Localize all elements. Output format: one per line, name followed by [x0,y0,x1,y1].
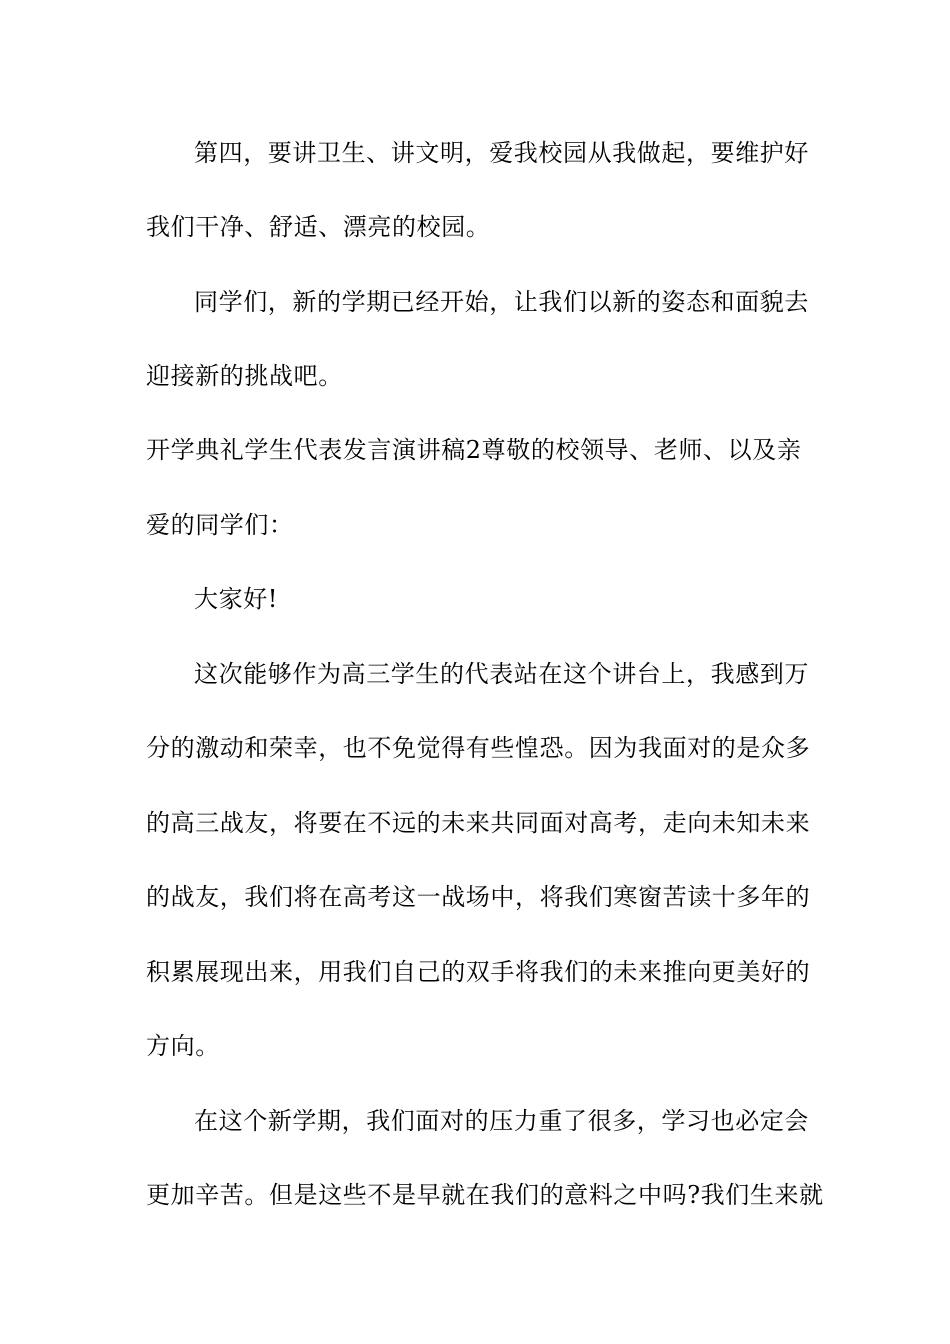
text-line: 积累展现出来，用我们自己的双手将我们的未来推向更美好的 [146,958,811,986]
text-line: 我们干净、舒适、漂亮的校园。 [146,213,491,241]
text-line: 方向。 [146,1032,220,1060]
text-line: 同学们，新的学期已经开始，让我们以新的姿态和面貌去 [194,288,809,316]
section-heading-line: 开学典礼学生代表发言演讲稿2尊敬的校领导、老师、以及亲 [146,436,802,464]
text-line: 的高三战友，将要在不远的未来共同面对高考，走向未知未来 [146,809,811,837]
text-line: 第四，要讲卫生、讲文明，爱我校园从我做起，要维护好 [194,139,809,167]
text-line: 分的激动和荣幸，也不免觉得有些惶恐。因为我面对的是众多 [146,734,811,762]
text-line: 爱的同学们： [146,511,294,539]
text-line: 在这个新学期，我们面对的压力重了很多，学习也必定会 [194,1107,809,1135]
text-line: 的战友，我们将在高考这一战场中，将我们寒窗苦读十多年的 [146,883,811,911]
text-line: 更加辛苦。但是这些不是早就在我们的意料之中吗?我们生来就 [146,1181,824,1209]
text-line: 迎接新的挑战吧。 [146,362,343,390]
greeting-line: 大家好! [194,585,279,613]
text-line: 这次能够作为高三学生的代表站在这个讲台上，我感到万 [194,660,809,688]
